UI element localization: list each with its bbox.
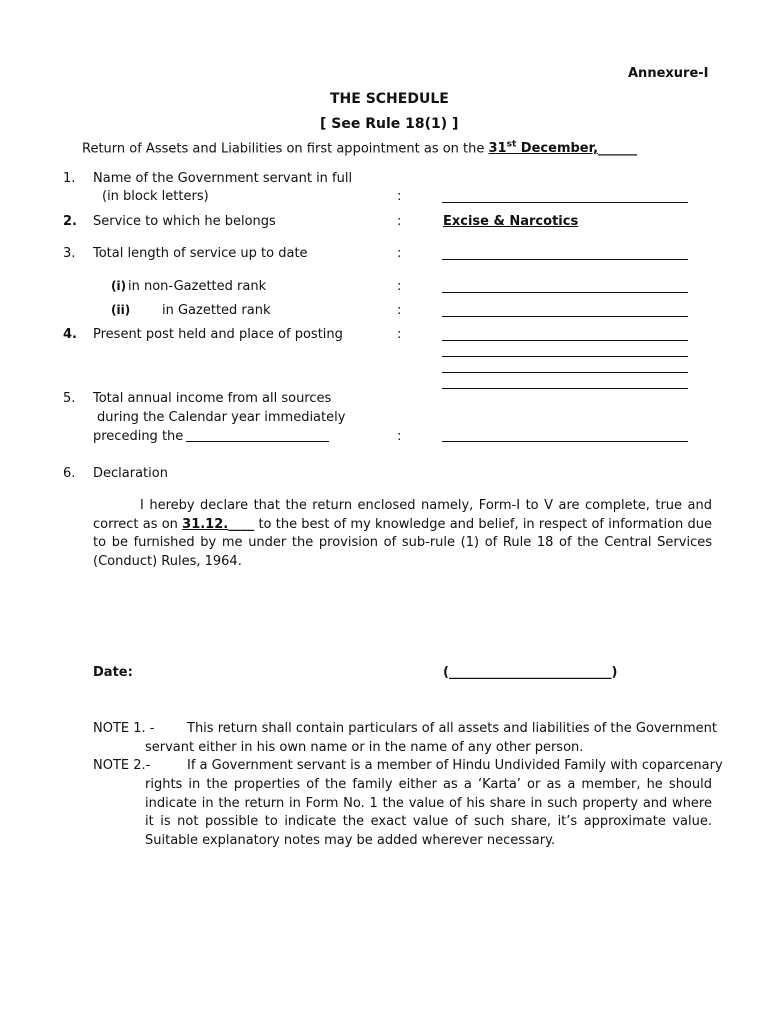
declaration-text-a: I hereby declare that the return enclosed namely, Form-I to V are complete, true and correct as on — [93, 498, 712, 532]
intro-line — [82, 140, 637, 156]
item-3i-answer-line[interactable] — [442, 292, 688, 293]
item-3i-label: in non-Gazetted rank — [128, 279, 267, 294]
item-4-colon: : — [397, 327, 402, 342]
item-4-answer-line-4[interactable] — [442, 388, 688, 389]
item-2-value: Excise & Narcotics — [443, 214, 579, 229]
item-3ii-label: in Gazetted rank — [162, 303, 271, 318]
item-5-label-line-3: preceding the — [93, 429, 184, 444]
item-5-label-line-2: during the Calendar year immediately — [97, 410, 346, 425]
item-3-colon: : — [397, 246, 402, 261]
item-5-label: Total annual income from all sources — [93, 391, 332, 406]
declaration-text-b: to the best of my knowledge and belief, in respect of information due to be furnished by me under the provision of sub-rule (1) of Rule 18 of the Central Services (Conduct) Rules, 1964. — [93, 516, 712, 569]
item-5-number: 5. — [63, 391, 76, 406]
item-1-sublabel: (in block letters) — [102, 189, 209, 204]
item-1-answer-line[interactable] — [442, 202, 688, 203]
item-3-number: 3. — [63, 246, 76, 261]
item-4-number: 4. — [63, 327, 77, 342]
note-1-first-line: This return shall contain particulars of all assets and liabilities of the Government — [187, 721, 717, 736]
item-1-number: 1. — [63, 171, 76, 186]
page-title: THE SCHEDULE — [330, 91, 449, 107]
intro-date — [489, 141, 599, 156]
item-4-answer-line-3[interactable] — [442, 372, 688, 373]
date-label: Date: — [93, 665, 133, 680]
item-4-answer-line-1[interactable] — [442, 340, 688, 341]
note-2-body: rights in the properties of the family either as a ‘Karta’ or as a member, he should indicate in the return in Form No. 1 the value of his share in such property and where it is not possible to indicate the exact value of such share, it’s approximate value. Suitable explanatory notes may be added wherever necessary. — [145, 777, 712, 848]
item-3ii-colon: : — [397, 303, 402, 318]
item-5-colon: : — [397, 429, 402, 444]
item-3ii-number: (ii) — [111, 303, 131, 317]
intro-prefix: Return of Assets and Liabilities on first appointment as on the — [82, 141, 489, 157]
note-1-label: NOTE 1. - — [93, 721, 155, 736]
declaration-paragraph — [93, 497, 712, 571]
item-3i-number: (i) — [111, 279, 127, 293]
item-2-colon: : — [397, 214, 402, 229]
annexure-label: Annexure-I — [628, 66, 709, 81]
item-3i-colon: : — [397, 279, 402, 294]
item-1-colon: : — [397, 189, 402, 204]
intro-sup: st — [506, 140, 517, 150]
note-1-body: servant either in his own name or in the name of any other person. — [145, 740, 584, 755]
declaration-blank: ____ — [228, 516, 255, 532]
item-2-label: Service to which he belongs — [93, 214, 276, 229]
item-2-number: 2. — [63, 214, 77, 229]
intro-month: December, — [516, 141, 599, 157]
item-6-label: Declaration — [93, 466, 168, 481]
item-3-label: Total length of service up to date — [93, 246, 308, 261]
signature-line[interactable]: (_________________________) — [443, 665, 618, 680]
item-3-answer-line[interactable] — [442, 259, 688, 260]
item-5-year-line[interactable] — [186, 441, 329, 442]
item-3ii-answer-line[interactable] — [442, 316, 688, 317]
note-2-label: NOTE 2.- — [93, 758, 151, 773]
item-1-label: Name of the Government servant in full — [93, 171, 353, 186]
intro-blank: ______ — [598, 141, 638, 157]
item-5-answer-line[interactable] — [442, 441, 688, 442]
item-4-answer-line-2[interactable] — [442, 356, 688, 357]
declaration-date: 31.12. — [182, 516, 229, 532]
intro-day: 31 — [488, 141, 507, 157]
rule-reference: [ See Rule 18(1) ] — [320, 116, 459, 132]
item-6-number: 6. — [63, 466, 76, 481]
item-4-label: Present post held and place of posting — [93, 327, 343, 342]
note-2-first-line: If a Government servant is a member of Hindu Undivided Family with coparcenary — [187, 758, 723, 773]
